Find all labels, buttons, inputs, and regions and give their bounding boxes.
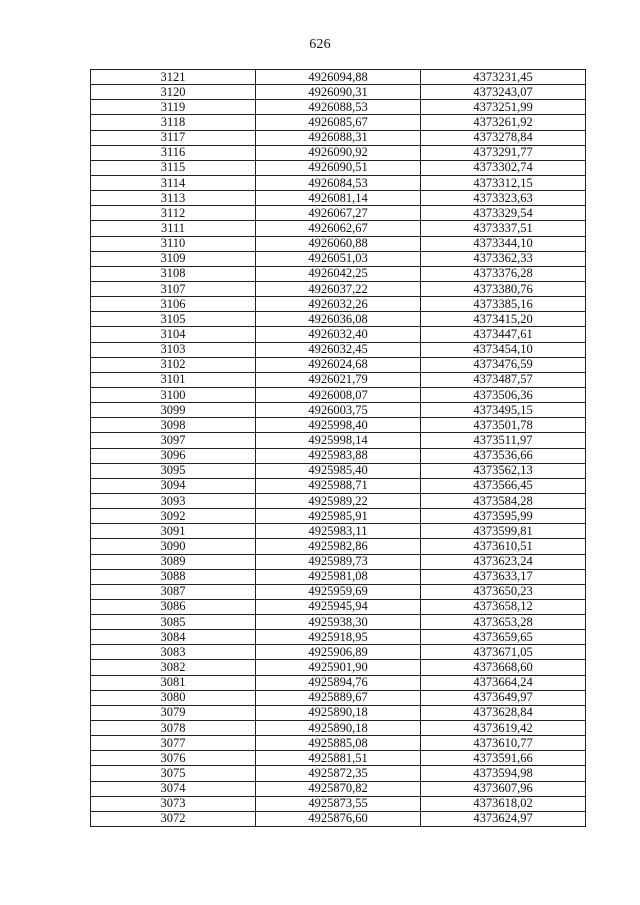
table-row: [91, 478, 586, 493]
point-number-cell: 3095: [91, 463, 256, 478]
x-coordinate-cell: 4925890,18: [256, 721, 421, 736]
y-coordinate-cell: 4373658,12: [421, 599, 586, 614]
x-coordinate-cell: 4926094,88: [256, 70, 421, 85]
table-row: [91, 781, 586, 796]
y-coordinate-cell: 4373671,05: [421, 645, 586, 660]
x-coordinate-cell: 4925982,86: [256, 539, 421, 554]
point-number-cell: 3112: [91, 206, 256, 221]
x-coordinate-cell: 4926032,26: [256, 297, 421, 312]
point-number-cell: 3106: [91, 297, 256, 312]
table-row: [91, 554, 586, 569]
table-row: [91, 206, 586, 221]
table-row: [91, 357, 586, 372]
y-coordinate-cell: 4373668,60: [421, 660, 586, 675]
point-number-cell: 3116: [91, 145, 256, 160]
y-coordinate-cell: 4373610,77: [421, 736, 586, 751]
x-coordinate-cell: 4925988,71: [256, 478, 421, 493]
point-number-cell: 3080: [91, 690, 256, 705]
y-coordinate-cell: 4373610,51: [421, 539, 586, 554]
x-coordinate-cell: 4926088,53: [256, 100, 421, 115]
point-number-cell: 3107: [91, 281, 256, 296]
x-coordinate-cell: 4926003,75: [256, 403, 421, 418]
x-coordinate-cell: 4925983,88: [256, 448, 421, 463]
y-coordinate-cell: 4373447,61: [421, 327, 586, 342]
x-coordinate-cell: 4926090,92: [256, 145, 421, 160]
y-coordinate-cell: 4373599,81: [421, 524, 586, 539]
x-coordinate-cell: 4925881,51: [256, 751, 421, 766]
x-coordinate-cell: 4926021,79: [256, 372, 421, 387]
coordinates-table-body: [91, 70, 586, 827]
x-coordinate-cell: 4925981,08: [256, 569, 421, 584]
table-row: [91, 130, 586, 145]
point-number-cell: 3115: [91, 160, 256, 175]
y-coordinate-cell: 4373261,92: [421, 115, 586, 130]
x-coordinate-cell: 4926037,22: [256, 281, 421, 296]
x-coordinate-cell: 4926051,03: [256, 251, 421, 266]
table-row: [91, 645, 586, 660]
y-coordinate-cell: 4373591,66: [421, 751, 586, 766]
y-coordinate-cell: 4373562,13: [421, 463, 586, 478]
point-number-cell: 3086: [91, 599, 256, 614]
y-coordinate-cell: 4373385,16: [421, 297, 586, 312]
y-coordinate-cell: 4373664,24: [421, 675, 586, 690]
x-coordinate-cell: 4925906,89: [256, 645, 421, 660]
x-coordinate-cell: 4926032,45: [256, 342, 421, 357]
table-row: [91, 569, 586, 584]
table-row: [91, 539, 586, 554]
table-row: [91, 418, 586, 433]
table-row: [91, 690, 586, 705]
x-coordinate-cell: 4926060,88: [256, 236, 421, 251]
y-coordinate-cell: 4373628,84: [421, 705, 586, 720]
x-coordinate-cell: 4925870,82: [256, 781, 421, 796]
point-number-cell: 3111: [91, 221, 256, 236]
point-number-cell: 3079: [91, 705, 256, 720]
table-row: [91, 327, 586, 342]
y-coordinate-cell: 4373633,17: [421, 569, 586, 584]
x-coordinate-cell: 4925998,40: [256, 418, 421, 433]
point-number-cell: 3087: [91, 584, 256, 599]
coordinates-table: [90, 69, 586, 827]
table-row: [91, 736, 586, 751]
point-number-cell: 3117: [91, 130, 256, 145]
point-number-cell: 3108: [91, 266, 256, 281]
y-coordinate-cell: 4373380,76: [421, 281, 586, 296]
point-number-cell: 3121: [91, 70, 256, 85]
x-coordinate-cell: 4925894,76: [256, 675, 421, 690]
table-row: [91, 796, 586, 811]
y-coordinate-cell: 4373291,77: [421, 145, 586, 160]
x-coordinate-cell: 4925938,30: [256, 615, 421, 630]
y-coordinate-cell: 4373454,10: [421, 342, 586, 357]
x-coordinate-cell: 4925901,90: [256, 660, 421, 675]
point-number-cell: 3089: [91, 554, 256, 569]
point-number-cell: 3098: [91, 418, 256, 433]
x-coordinate-cell: 4925985,91: [256, 509, 421, 524]
point-number-cell: 3105: [91, 312, 256, 327]
y-coordinate-cell: 4373501,78: [421, 418, 586, 433]
point-number-cell: 3084: [91, 630, 256, 645]
point-number-cell: 3091: [91, 524, 256, 539]
table-row: [91, 281, 586, 296]
y-coordinate-cell: 4373623,24: [421, 554, 586, 569]
x-coordinate-cell: 4925885,08: [256, 736, 421, 751]
y-coordinate-cell: 4373231,45: [421, 70, 586, 85]
y-coordinate-cell: 4373584,28: [421, 493, 586, 508]
table-row: [91, 509, 586, 524]
point-number-cell: 3113: [91, 191, 256, 206]
point-number-cell: 3083: [91, 645, 256, 660]
y-coordinate-cell: 4373415,20: [421, 312, 586, 327]
x-coordinate-cell: 4925959,69: [256, 584, 421, 599]
table-row: [91, 584, 586, 599]
point-number-cell: 3118: [91, 115, 256, 130]
x-coordinate-cell: 4925998,14: [256, 433, 421, 448]
table-row: [91, 524, 586, 539]
point-number-cell: 3077: [91, 736, 256, 751]
table-row: [91, 493, 586, 508]
x-coordinate-cell: 4925983,11: [256, 524, 421, 539]
x-coordinate-cell: 4926084,53: [256, 175, 421, 190]
table-row: [91, 160, 586, 175]
x-coordinate-cell: 4925985,40: [256, 463, 421, 478]
table-row: [91, 675, 586, 690]
table-row: [91, 433, 586, 448]
point-number-cell: 3092: [91, 509, 256, 524]
table-row: [91, 312, 586, 327]
table-row: [91, 463, 586, 478]
table-row: [91, 175, 586, 190]
y-coordinate-cell: 4373251,99: [421, 100, 586, 115]
y-coordinate-cell: 4373619,42: [421, 721, 586, 736]
point-number-cell: 3114: [91, 175, 256, 190]
point-number-cell: 3073: [91, 796, 256, 811]
y-coordinate-cell: 4373376,28: [421, 266, 586, 281]
x-coordinate-cell: 4926090,31: [256, 85, 421, 100]
y-coordinate-cell: 4373659,65: [421, 630, 586, 645]
point-number-cell: 3120: [91, 85, 256, 100]
point-number-cell: 3109: [91, 251, 256, 266]
x-coordinate-cell: 4926088,31: [256, 130, 421, 145]
table-row: [91, 599, 586, 614]
y-coordinate-cell: 4373607,96: [421, 781, 586, 796]
point-number-cell: 3085: [91, 615, 256, 630]
y-coordinate-cell: 4373476,59: [421, 357, 586, 372]
x-coordinate-cell: 4926081,14: [256, 191, 421, 206]
y-coordinate-cell: 4373506,36: [421, 387, 586, 402]
table-row: [91, 705, 586, 720]
y-coordinate-cell: 4373487,57: [421, 372, 586, 387]
table-row: [91, 403, 586, 418]
point-number-cell: 3103: [91, 342, 256, 357]
point-number-cell: 3072: [91, 811, 256, 826]
x-coordinate-cell: 4925872,35: [256, 766, 421, 781]
table-row: [91, 372, 586, 387]
point-number-cell: 3093: [91, 493, 256, 508]
y-coordinate-cell: 4373344,10: [421, 236, 586, 251]
point-number-cell: 3075: [91, 766, 256, 781]
x-coordinate-cell: 4925918,95: [256, 630, 421, 645]
point-number-cell: 3090: [91, 539, 256, 554]
point-number-cell: 3096: [91, 448, 256, 463]
x-coordinate-cell: 4925873,55: [256, 796, 421, 811]
y-coordinate-cell: 4373362,33: [421, 251, 586, 266]
point-number-cell: 3100: [91, 387, 256, 402]
table-row: [91, 145, 586, 160]
y-coordinate-cell: 4373495,15: [421, 403, 586, 418]
point-number-cell: 3119: [91, 100, 256, 115]
table-row: [91, 70, 586, 85]
table-row: [91, 615, 586, 630]
point-number-cell: 3097: [91, 433, 256, 448]
table-row: [91, 266, 586, 281]
table-row: [91, 191, 586, 206]
table-row: [91, 721, 586, 736]
x-coordinate-cell: 4925989,22: [256, 493, 421, 508]
point-number-cell: 3081: [91, 675, 256, 690]
point-number-cell: 3104: [91, 327, 256, 342]
x-coordinate-cell: 4925876,60: [256, 811, 421, 826]
x-coordinate-cell: 4925890,18: [256, 705, 421, 720]
x-coordinate-cell: 4925945,94: [256, 599, 421, 614]
table-row: [91, 660, 586, 675]
y-coordinate-cell: 4373337,51: [421, 221, 586, 236]
point-number-cell: 3078: [91, 721, 256, 736]
x-coordinate-cell: 4926085,67: [256, 115, 421, 130]
page-number: 626: [309, 37, 331, 52]
point-number-cell: 3076: [91, 751, 256, 766]
y-coordinate-cell: 4373243,07: [421, 85, 586, 100]
y-coordinate-cell: 4373278,84: [421, 130, 586, 145]
x-coordinate-cell: 4926024,68: [256, 357, 421, 372]
table-row: [91, 630, 586, 645]
y-coordinate-cell: 4373302,74: [421, 160, 586, 175]
x-coordinate-cell: 4926008,07: [256, 387, 421, 402]
table-row: [91, 85, 586, 100]
x-coordinate-cell: 4926042,25: [256, 266, 421, 281]
table-row: [91, 115, 586, 130]
y-coordinate-cell: 4373329,54: [421, 206, 586, 221]
x-coordinate-cell: 4926032,40: [256, 327, 421, 342]
point-number-cell: 3074: [91, 781, 256, 796]
point-number-cell: 3094: [91, 478, 256, 493]
y-coordinate-cell: 4373618,02: [421, 796, 586, 811]
point-number-cell: 3102: [91, 357, 256, 372]
y-coordinate-cell: 4373595,99: [421, 509, 586, 524]
point-number-cell: 3099: [91, 403, 256, 418]
table-row: [91, 387, 586, 402]
point-number-cell: 3101: [91, 372, 256, 387]
x-coordinate-cell: 4926062,67: [256, 221, 421, 236]
table-row: [91, 751, 586, 766]
y-coordinate-cell: 4373323,63: [421, 191, 586, 206]
y-coordinate-cell: 4373511,97: [421, 433, 586, 448]
table-row: [91, 236, 586, 251]
y-coordinate-cell: 4373624,97: [421, 811, 586, 826]
y-coordinate-cell: 4373566,45: [421, 478, 586, 493]
y-coordinate-cell: 4373312,15: [421, 175, 586, 190]
y-coordinate-cell: 4373649,97: [421, 690, 586, 705]
point-number-cell: 3088: [91, 569, 256, 584]
x-coordinate-cell: 4926090,51: [256, 160, 421, 175]
table-row: [91, 811, 586, 826]
y-coordinate-cell: 4373650,23: [421, 584, 586, 599]
table-row: [91, 100, 586, 115]
y-coordinate-cell: 4373594,98: [421, 766, 586, 781]
y-coordinate-cell: 4373536,66: [421, 448, 586, 463]
x-coordinate-cell: 4926067,27: [256, 206, 421, 221]
point-number-cell: 3082: [91, 660, 256, 675]
table-row: [91, 448, 586, 463]
table-row: [91, 221, 586, 236]
x-coordinate-cell: 4925889,67: [256, 690, 421, 705]
table-row: [91, 251, 586, 266]
table-row: [91, 297, 586, 312]
table-row: [91, 766, 586, 781]
table-row: [91, 342, 586, 357]
y-coordinate-cell: 4373653,28: [421, 615, 586, 630]
x-coordinate-cell: 4926036,08: [256, 312, 421, 327]
point-number-cell: 3110: [91, 236, 256, 251]
x-coordinate-cell: 4925989,73: [256, 554, 421, 569]
